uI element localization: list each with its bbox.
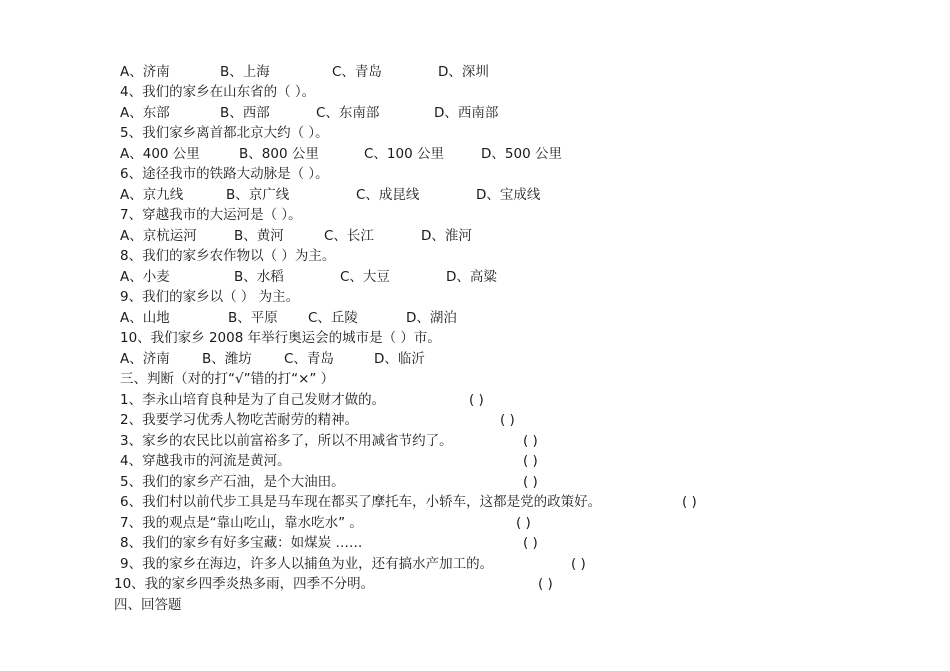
answer-blank: ( ) — [523, 433, 538, 449]
option-b: B、水稻 — [234, 269, 284, 285]
judge-question: 4、穿越我市的河流是黄河。 — [120, 453, 291, 469]
option-d: D、500 公里 — [481, 146, 562, 162]
option-d: D、湖泊 — [406, 310, 457, 326]
option-c: C、大豆 — [340, 269, 390, 285]
option-c: C、100 公里 — [364, 146, 444, 162]
question-line: 7、穿越我市的大运河是（ ）。 — [120, 207, 302, 223]
judge-question: 2、我要学习优秀人物吃苦耐劳的精神。 — [120, 412, 359, 428]
option-a: A、山地 — [120, 310, 170, 326]
option-b: B、上海 — [220, 64, 270, 80]
option-b: B、潍坊 — [202, 351, 252, 367]
option-b: B、黄河 — [234, 228, 284, 244]
option-b: B、平原 — [228, 310, 278, 326]
question-line: 6、途径我市的铁路大动脉是（ ）。 — [120, 166, 329, 182]
option-c: C、丘陵 — [308, 310, 358, 326]
option-a: A、东部 — [120, 105, 170, 121]
section-heading: 三、判断（对的打“√”错的打“×” ） — [120, 371, 335, 387]
option-a: A、400 公里 — [120, 146, 200, 162]
answer-blank: ( ) — [523, 474, 538, 490]
question-line: 9、我们的家乡以（ ） 为主。 — [120, 289, 300, 305]
judge-question: 1、李永山培育良种是为了自己发财才做的。 — [120, 392, 386, 408]
option-b: B、800 公里 — [239, 146, 319, 162]
answer-blank: ( ) — [516, 515, 531, 531]
option-b: B、西部 — [220, 105, 270, 121]
answer-blank: ( ) — [523, 535, 538, 551]
option-d: D、临沂 — [374, 351, 425, 367]
answer-blank: ( ) — [682, 494, 697, 510]
option-a: A、京九线 — [120, 187, 184, 203]
option-c: C、青岛 — [332, 64, 382, 80]
option-d: D、淮河 — [421, 228, 472, 244]
question-line: 5、我们家乡离首都北京大约（ ）。 — [120, 125, 329, 141]
answer-blank: ( ) — [500, 412, 515, 428]
option-a: A、济南 — [120, 64, 170, 80]
option-a: A、小麦 — [120, 269, 170, 285]
answer-blank: ( ) — [523, 453, 538, 469]
option-a: A、京杭运河 — [120, 228, 197, 244]
section-heading: 四、回答题 — [114, 597, 182, 613]
option-c: C、东南部 — [316, 105, 380, 121]
question-line: 4、我们的家乡在山东省的（ ）。 — [120, 84, 316, 100]
question-line: 10、我们家乡 2008 年举行奥运会的城市是（ ）市。 — [120, 330, 441, 346]
judge-question: 8、我们的家乡有好多宝藏：如煤炭 …… — [120, 535, 363, 551]
judge-question: 7、我的观点是“靠山吃山，靠水吃水” 。 — [120, 515, 363, 531]
judge-question: 6、我们村以前代步工具是马车现在都买了摩托车，小轿车，这都是党的政策好。 — [120, 494, 602, 510]
judge-question: 3、家乡的农民比以前富裕多了，所以不用减省节约了。 — [120, 433, 453, 449]
option-b: B、京广线 — [226, 187, 290, 203]
question-line: 8、我们的家乡农作物以（ ）为主。 — [120, 248, 336, 264]
judge-question: 10、我的家乡四季炎热多雨，四季不分明。 — [114, 576, 375, 592]
option-a: A、济南 — [120, 351, 170, 367]
option-d: D、西南部 — [434, 105, 499, 121]
answer-blank: ( ) — [469, 392, 484, 408]
option-d: D、宝成线 — [476, 187, 541, 203]
answer-blank: ( ) — [571, 556, 586, 572]
option-c: C、长江 — [324, 228, 374, 244]
judge-question: 9、我的家乡在海边，许多人以捕鱼为业，还有搞水产加工的。 — [120, 556, 494, 572]
option-d: D、深圳 — [438, 64, 489, 80]
option-d: D、高粱 — [446, 269, 497, 285]
option-c: C、成昆线 — [356, 187, 420, 203]
option-c: C、青岛 — [284, 351, 334, 367]
judge-question: 5、我们的家乡产石油，是个大油田。 — [120, 474, 345, 490]
answer-blank: ( ) — [538, 576, 553, 592]
